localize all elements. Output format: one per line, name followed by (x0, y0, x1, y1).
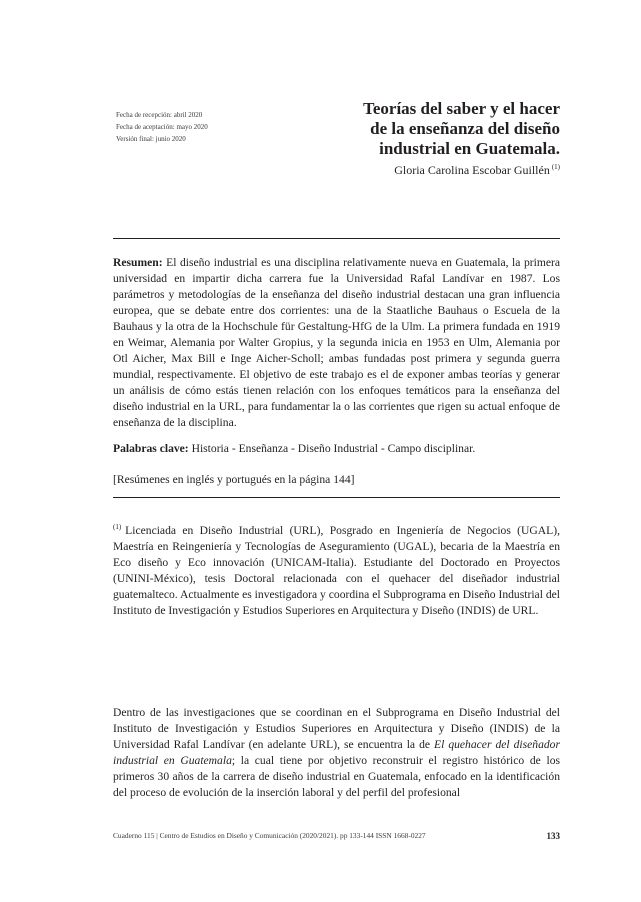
body-text-start: Dentro de las investigaciones que se coordinan en el Subprograma en Diseño Industrial del Instituto de Investigación y Estudios Superiores en Arquitectura y Diseño (INDIS) de la Universidad Rafal Landívar (en adelante URL), se encuentra la de (113, 706, 560, 751)
divider (113, 497, 560, 498)
received-date: Fecha de recepción: abril 2020 (116, 111, 203, 119)
accepted-date: Fecha de aceptación: mayo 2020 (116, 123, 208, 131)
footnote-mark: (1) (113, 523, 122, 531)
summaries-note-text: [Resúmenes en inglés y portugués en la página 144] (113, 473, 355, 486)
title-line: industrial en Guatemala. (379, 139, 560, 158)
page-footer (113, 830, 560, 842)
page-number: 133 (546, 831, 560, 841)
summaries-note (113, 472, 560, 488)
abstract (113, 255, 560, 431)
abstract-text: El diseño industrial es una disciplina relativamente nueva en Guatemala, la primera universidad en impartir dicha carrera fue la Universidad Rafal Landívar en 1987. Los parámetros y metodologías de la enseñanza del diseño industrial destacan una gran influencia europea, que se debate entre dos corrientes: una de la Staatliche Bauhaus o Escuela de la Bauhaus y la otra de la Hochschule für Gestaltung-HfG de la Ulm. La primera fundada en 1919 en Weimar, Alemania por Walter Gropius, y la segunda inicia en 1953 en Ulm, Alemania por Otl Aicher, Max Bill e Inge Aicher-Scholl; ambas fundadas post primera y segunda guerra mundial, respectivamente. El objetivo de este trabajo es el de exponer ambas teorías y generar un análisis de cómo estás tienen relación con los enfoques temáticos para la enseñanza del diseño industrial en la URL, para fundamentar la o las corrientes que rigen su actual enfoque de enseñanza de la disciplina. (113, 256, 560, 429)
keywords-text: Historia - Enseñanza - Diseño Industrial - Campo disciplinar. (188, 442, 476, 455)
title-line: Teorías del saber y el hacer (363, 99, 560, 118)
author-line (300, 160, 560, 177)
keywords-label: Palabras clave: (113, 442, 189, 455)
submission-dates (116, 109, 208, 145)
keywords (113, 441, 560, 457)
body-text-end: ; la cual tiene por objetivo reconstruir el registro histórico de los primeros 30 años de la carrera de diseño industrial en Guatemala, enfocado en la identificación del proceso de evolución de la inserción laboral y del perfil del profesional (113, 754, 560, 799)
title-line: de la enseñanza del diseño (370, 119, 560, 138)
final-version-date: Versión final: junio 2020 (116, 135, 186, 143)
author-footnote (113, 519, 560, 619)
abstract-label: Resumen: (113, 256, 163, 269)
divider (113, 238, 560, 239)
author-note-mark: (1) (551, 163, 560, 171)
project-title: El quehacer del diseñador industrial en Guatemala (113, 738, 560, 767)
author-name: Gloria Carolina Escobar Guillén (394, 163, 550, 177)
footnote-text: Licenciada en Diseño Industrial (URL), Posgrado en Ingeniería de Negocios (UGAL), Maestría en Reingeniería y Tecnologías de Aseguramiento (UGAL), becaria de la Maestría en Eco diseño y Eco innovación (UNICAM-Italia). Estudiante del Doctorado en Proyectos (UNINI-México), tesis Doctoral relacionada con el quehacer del diseñador industrial guatemalteco. Actualmente es investigadora y coordina el Subprograma en Diseño Industrial del Instituto de Investigación y Estudios Superiores en Arquitectura y Diseño (INDIS) de URL. (113, 523, 560, 617)
footer-citation: Cuaderno 115 | Centro de Estudios en Diseño y Comunicación (2020/2021). pp 133-144 ISSN 1668-0227 (113, 831, 426, 840)
body-paragraph (113, 705, 560, 801)
article-title (300, 99, 560, 159)
